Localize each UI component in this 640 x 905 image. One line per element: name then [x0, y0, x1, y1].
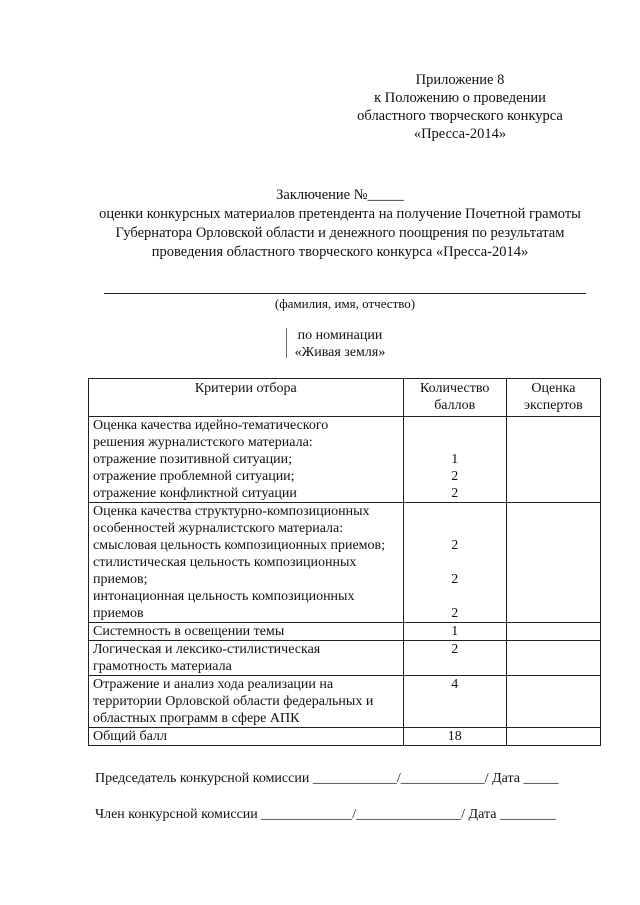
points-value: 4	[451, 677, 459, 692]
criteria-line: отражение проблемной ситуации;	[93, 469, 295, 484]
criteria-line: Логическая и лексико-стилистическая	[93, 642, 321, 657]
criteria-line: Общий балл	[93, 729, 167, 744]
header-points-line-1: Количество	[420, 381, 490, 396]
chairman-signature-line: Председатель конкурсной комиссии ____________/____________/ Дата _____	[95, 771, 559, 786]
header-experts-line-2: экспертов	[524, 398, 583, 413]
criteria-line: грамотность материала	[93, 659, 232, 674]
expert-score-cell	[506, 623, 600, 641]
fio-underline	[104, 293, 586, 294]
header-points	[403, 379, 506, 417]
points-cell	[403, 728, 506, 746]
conclusion-line-1: оценки конкурсных материалов претендента на получение Почетной грамоты	[99, 206, 581, 222]
points-value	[408, 588, 502, 605]
criteria-line: отражение позитивной ситуации;	[93, 452, 292, 467]
appendix-line-1: Приложение 8	[415, 72, 505, 88]
header-criteria-label: Критерии отбора	[194, 381, 297, 396]
points-value	[408, 658, 502, 675]
expert-score-cell	[506, 728, 600, 746]
header-criteria	[89, 379, 404, 417]
points-cell	[403, 641, 506, 676]
criteria-cell	[89, 623, 404, 641]
criteria-line: интонационная цельность композиционных	[93, 589, 355, 604]
points-value: 2	[451, 606, 459, 621]
points-value: 2	[451, 572, 459, 587]
points-value	[408, 693, 502, 710]
appendix-block	[340, 71, 580, 143]
criteria-line: решения журналистского материала:	[93, 435, 313, 450]
nomination-line-1: по номинации	[297, 328, 383, 343]
criteria-line: Отражение и анализ хода реализации на	[93, 677, 334, 692]
conclusion-heading	[70, 186, 610, 262]
points-value: 2	[451, 486, 459, 501]
criteria-line: отражение конфликтной ситуации	[93, 486, 297, 501]
nomination-block	[240, 327, 440, 361]
table-row	[89, 623, 601, 641]
appendix-line-2: к Положению о проведении	[374, 90, 546, 106]
header-experts-line-1: Оценка	[531, 381, 576, 396]
points-value: 2	[451, 538, 459, 553]
member-signature-line: Член конкурсной комиссии _____________/_______________/ Дата ________	[95, 807, 556, 822]
points-value	[408, 710, 502, 727]
criteria-line: стилистическая цельность композиционных	[93, 555, 357, 570]
points-cell	[403, 417, 506, 503]
criteria-cell	[89, 641, 404, 676]
criteria-cell	[89, 503, 404, 623]
table-row	[89, 417, 601, 503]
points-value	[408, 554, 502, 571]
table-row	[89, 728, 601, 746]
criteria-line: Системность в освещении темы	[93, 624, 285, 639]
table-header-row	[89, 379, 601, 417]
criteria-line: приемов	[93, 606, 144, 621]
criteria-cell	[89, 728, 404, 746]
criteria-line: Оценка качества идейно-тематического	[93, 418, 329, 433]
points-value	[408, 520, 502, 537]
points-cell	[403, 676, 506, 728]
criteria-line: особенностей журналистского материала:	[93, 521, 344, 536]
points-value: 1	[451, 624, 459, 639]
table-row	[89, 676, 601, 728]
criteria-cell	[89, 676, 404, 728]
points-value: 18	[447, 729, 462, 744]
nomination-line-2: «Живая земля»	[294, 345, 386, 360]
margin-mark	[286, 328, 287, 358]
points-value	[408, 417, 502, 434]
points-value: 2	[451, 642, 459, 657]
criteria-line: Оценка качества структурно-композиционных	[93, 504, 370, 519]
points-value	[408, 503, 502, 520]
table-row	[89, 503, 601, 623]
header-experts	[506, 379, 600, 417]
appendix-line-3: областного творческого конкурса	[357, 108, 563, 124]
appendix-line-4: «Пресса-2014»	[413, 126, 507, 142]
conclusion-line-3: проведения областного творческого конкурса «Пресса-2014»	[151, 244, 529, 260]
points-value: 2	[451, 469, 459, 484]
fio-caption: (фамилия, имя, отчество)	[274, 296, 416, 311]
expert-score-cell	[506, 676, 600, 728]
criteria-table-body	[89, 417, 601, 746]
expert-score-cell	[506, 641, 600, 676]
expert-score-cell	[506, 503, 600, 623]
criteria-table	[88, 378, 601, 746]
criteria-line: областных программ в сфере АПК	[93, 711, 300, 726]
header-points-line-2: баллов	[434, 398, 476, 413]
points-value: 1	[451, 452, 459, 467]
criteria-line: приемов;	[93, 572, 148, 587]
criteria-cell	[89, 417, 404, 503]
conclusion-line-2: Губернатора Орловской области и денежного поощрения по результатам	[115, 225, 565, 241]
points-cell	[403, 503, 506, 623]
table-row	[89, 641, 601, 676]
criteria-line: территории Орловской области федеральных и	[93, 694, 374, 709]
conclusion-title: Заключение №_____	[276, 187, 404, 203]
expert-score-cell	[506, 417, 600, 503]
points-cell	[403, 623, 506, 641]
criteria-line: смысловая цельность композиционных приемов;	[93, 538, 386, 553]
points-value	[408, 434, 502, 451]
